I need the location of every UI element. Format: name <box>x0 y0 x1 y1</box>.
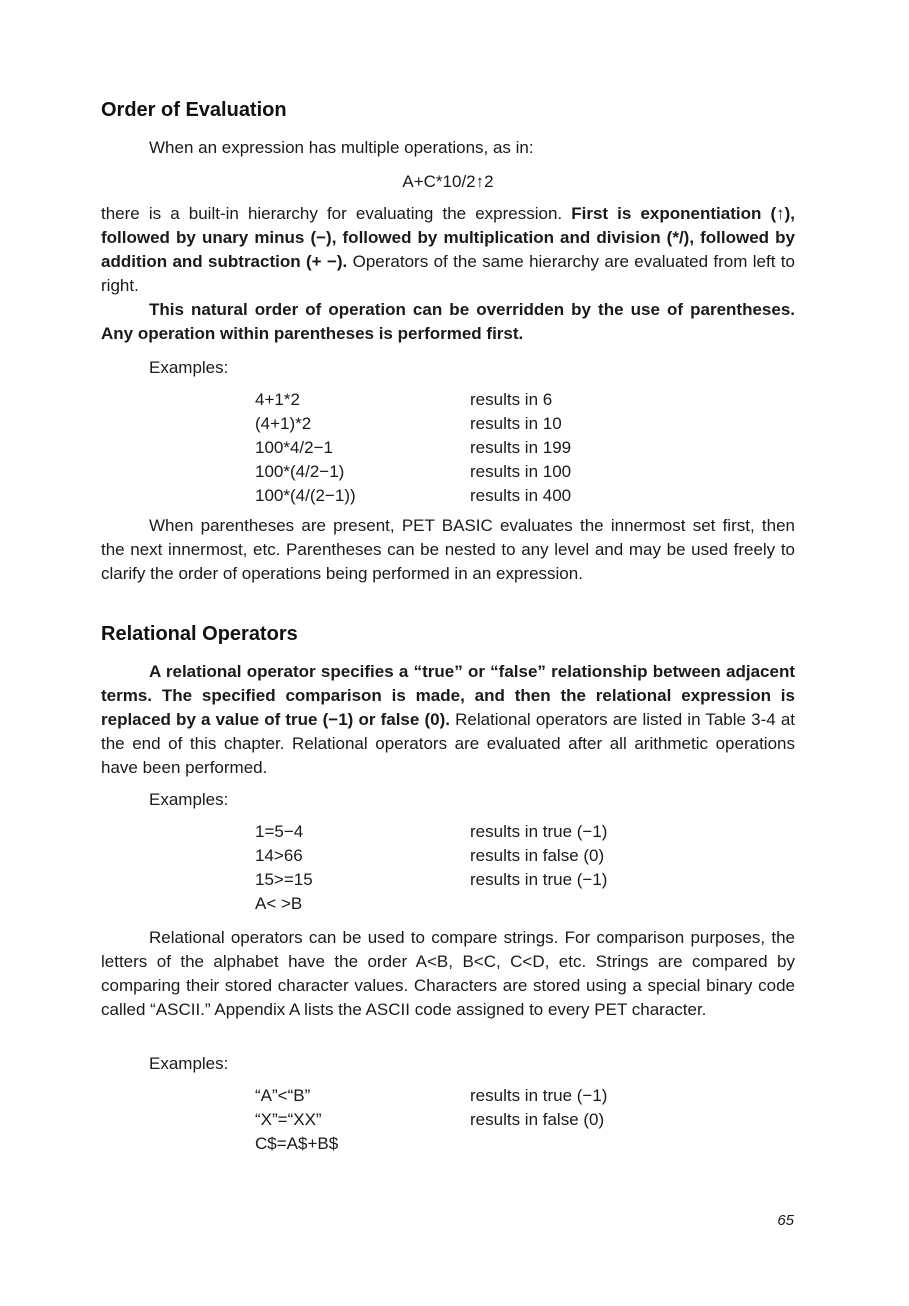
example-expression: A< >B <box>255 894 303 913</box>
example-result: results in 199 <box>470 438 572 457</box>
section-heading-order-of-evaluation: Order of Evaluation <box>101 99 287 121</box>
formula: A+C*10/2↑2 <box>402 172 494 191</box>
example-expression: 1=5−4 <box>255 822 304 841</box>
paragraph-hierarchy <box>101 202 795 298</box>
examples-label: Examples: <box>149 790 229 809</box>
examples-label: Examples: <box>149 358 229 377</box>
example-result: results in false (0) <box>470 1110 605 1129</box>
example-result: results in 100 <box>470 462 572 481</box>
paragraph-relational-bold: A relational operator specifies a “true” or “false” relationship between adjacent terms. The specified comparison is made, and then the relational expression is replaced by a value of true (−1) or false (0). <box>101 662 795 729</box>
example-expression: 100*(4/2−1) <box>255 462 345 481</box>
example-result: results in 6 <box>470 390 553 409</box>
paragraph-hierarchy-plain-a: there is a built-in hierarchy for evaluating the expression. <box>101 204 572 223</box>
example-expression: 100*(4/(2−1)) <box>255 486 356 505</box>
example-expression: “A”<“B” <box>255 1086 311 1105</box>
examples-label: Examples: <box>149 1054 229 1073</box>
paragraph-nested-parentheses: When parentheses are present, PET BASIC evaluates the innermost set first, then the next innermost, etc. Parentheses can be nested to any level and may be used freely to clarify the order of operations being performed in an expression. <box>101 516 795 583</box>
example-expression: 14>66 <box>255 846 303 865</box>
example-result: results in 400 <box>470 486 572 505</box>
example-result: results in true (−1) <box>470 870 608 889</box>
example-result: results in true (−1) <box>470 1086 608 1105</box>
example-expression: C$=A$+B$ <box>255 1134 339 1153</box>
example-expression: 15>=15 <box>255 870 313 889</box>
paragraph-hierarchy-bold: First is exponentiation (↑), followed by unary minus (−), followed by multiplication and division (*/), followed by addition and subtraction (+ −). <box>101 204 795 271</box>
paragraph-parentheses <box>101 298 795 346</box>
section-heading-relational-operators: Relational Operators <box>101 623 298 645</box>
example-expression: 4+1*2 <box>255 390 300 409</box>
page-number: 65 <box>777 1212 794 1229</box>
example-result: results in 10 <box>470 414 562 433</box>
example-result: results in true (−1) <box>470 822 608 841</box>
paragraph-hierarchy-plain-b: Operators of the same hierarchy are evaluated from left to right. <box>101 252 795 295</box>
example-expression: (4+1)*2 <box>255 414 312 433</box>
example-result: results in false (0) <box>470 846 605 865</box>
paragraph-parentheses-bold: This natural order of operation can be overridden by the use of parentheses. Any operation within parentheses is performed first. <box>101 300 795 343</box>
paragraph-relational-definition <box>101 660 795 780</box>
intro-text: When an expression has multiple operations, as in: <box>149 138 534 157</box>
paragraph-relational-plain: Relational operators are listed in Table 3-4 at the end of this chapter. Relational operators are evaluated after all arithmetic operations have been performed. <box>101 710 795 777</box>
example-expression: “X”=“XX” <box>255 1110 322 1129</box>
paragraph-string-comparison: Relational operators can be used to compare strings. For comparison purposes, the letters of the alphabet have the order A<B, B<C, C<D, etc. Strings are compared by comparing their stored character values. Characters are stored using a special binary code called “ASCII.” Appendix A lists the ASCII code assigned to every PET character. <box>101 928 795 1019</box>
example-expression: 100*4/2−1 <box>255 438 333 457</box>
